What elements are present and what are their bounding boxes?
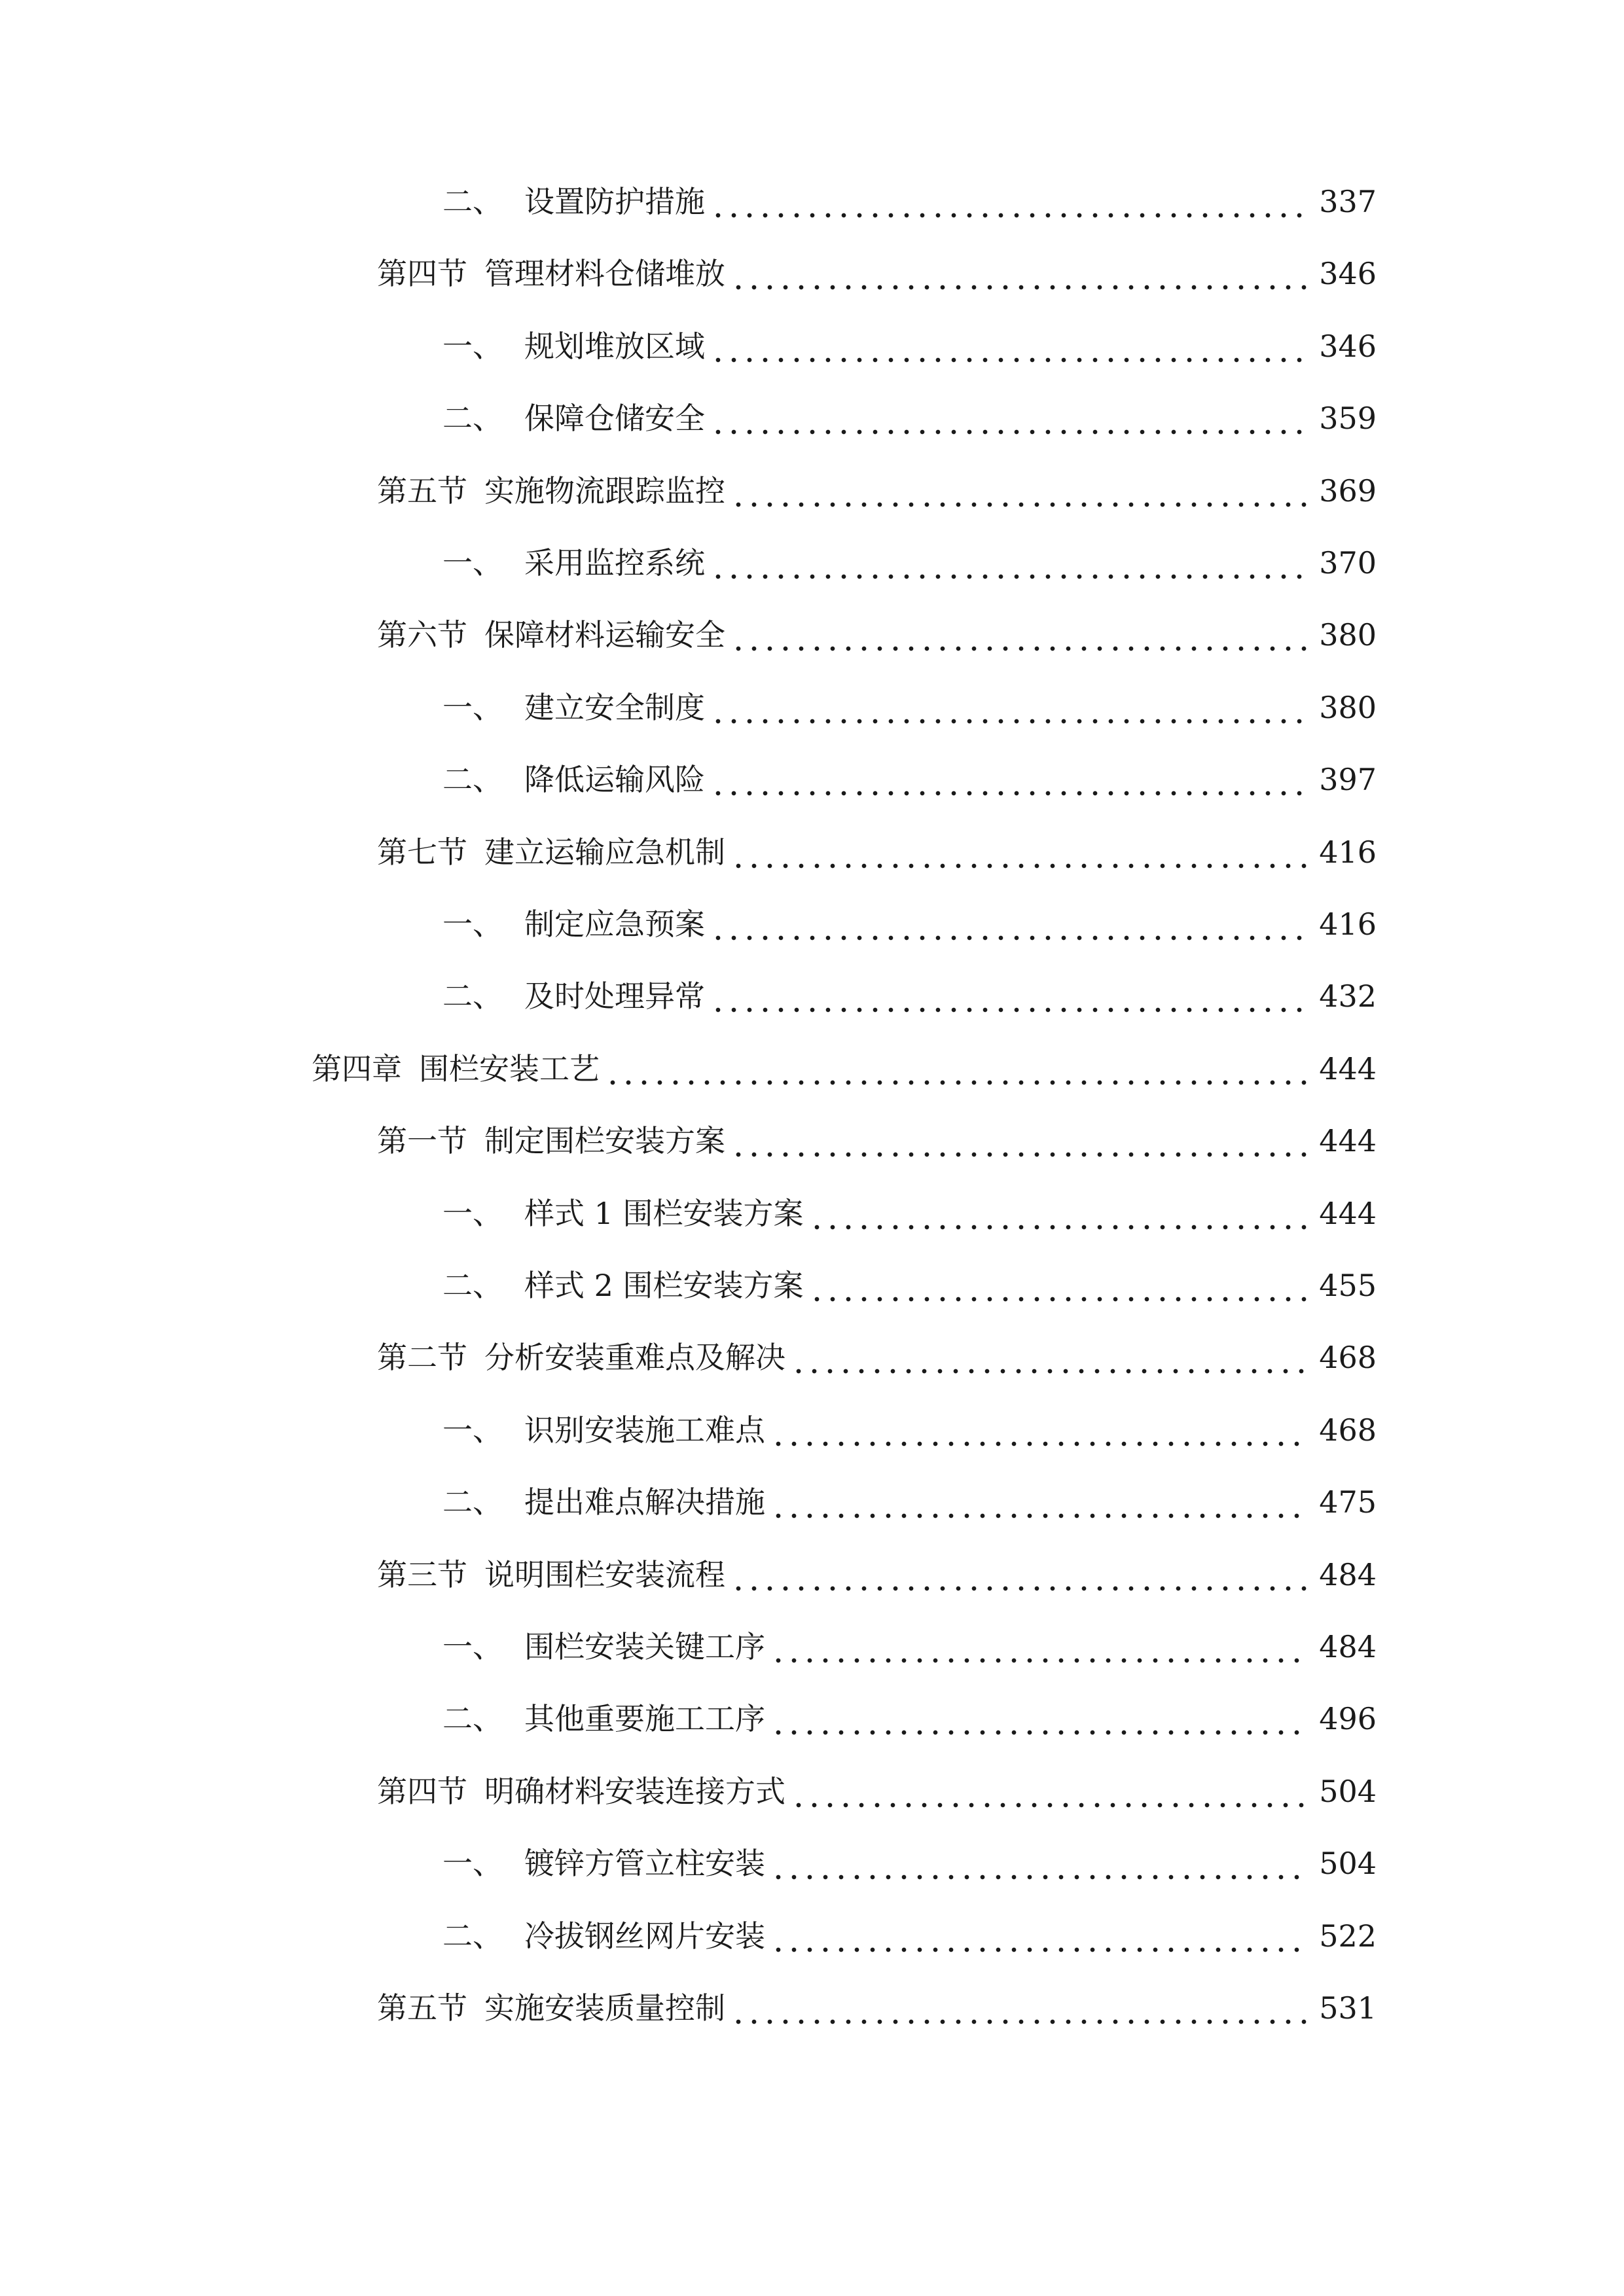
- toc-page-number: 468: [1319, 1340, 1377, 1376]
- toc-entry-label: [377, 465, 725, 517]
- dot-leader: [731, 1115, 1310, 1167]
- toc-section-entry[interactable]: [0, 826, 1377, 878]
- toc-chapter-entry[interactable]: [0, 1043, 1377, 1095]
- toc-item-entry[interactable]: [0, 681, 1377, 734]
- toc-entry-number: 二、: [442, 978, 503, 1014]
- toc-entry-number: 一、: [442, 689, 503, 725]
- toc-page-number: 475: [1319, 1484, 1377, 1520]
- toc-entry-label: [442, 1404, 765, 1456]
- toc-page-number: 444: [1319, 1050, 1377, 1086]
- toc-page-number: 444: [1319, 1195, 1377, 1231]
- toc-entry-label: [377, 1765, 785, 1818]
- toc-entry-label: [442, 1476, 765, 1528]
- toc-entry-title: 识别安装施工难点: [524, 1412, 765, 1448]
- toc-item-entry[interactable]: [0, 898, 1377, 950]
- toc-entry-label: [442, 1910, 765, 1962]
- toc-entry-title: 冷拔钢丝网片安装: [524, 1918, 765, 1954]
- toc-entry-number: 第四节: [377, 1773, 467, 1809]
- toc-entry-title: 规划堆放区域: [524, 328, 705, 364]
- toc-entry-label: [377, 1549, 725, 1601]
- toc-page-number: 346: [1319, 328, 1377, 364]
- toc-entry-label: [442, 1621, 765, 1673]
- toc-entry-label: [442, 392, 705, 444]
- toc-entry-number: 第四章: [312, 1050, 402, 1086]
- toc-entry-title: 采用监控系统: [524, 545, 705, 581]
- toc-section-entry[interactable]: [0, 1765, 1377, 1818]
- dot-leader: [731, 826, 1310, 878]
- toc-entry-label: [377, 1115, 725, 1167]
- toc-entry-number: 第一节: [377, 1123, 467, 1159]
- dot-leader: [710, 681, 1310, 734]
- toc-entry-title: 管理材料仓储堆放: [484, 256, 725, 292]
- toc-page-number: 504: [1319, 1773, 1377, 1809]
- toc-entry-title: 建立运输应急机制: [484, 834, 725, 870]
- toc-page-number: 484: [1319, 1556, 1377, 1592]
- toc-item-entry[interactable]: [0, 1187, 1377, 1240]
- toc-entry-title: 保障材料运输安全: [484, 617, 725, 653]
- toc-entry-title: 镀锌方管立柱安装: [524, 1846, 765, 1882]
- toc-item-entry[interactable]: [0, 1259, 1377, 1312]
- dot-leader: [731, 465, 1310, 517]
- toc-page-number: 346: [1319, 256, 1377, 292]
- toc-entry-title: 建立安全制度: [524, 689, 705, 725]
- dot-leader: [731, 247, 1310, 300]
- dot-leader: [791, 1331, 1310, 1384]
- toc-entry-title: 实施物流跟踪监控: [484, 473, 725, 509]
- toc-entry-number: 二、: [442, 762, 503, 798]
- toc-entry-label: [442, 1693, 765, 1745]
- toc-entry-number: 第五节: [377, 1990, 467, 2026]
- toc-page-number: 432: [1319, 978, 1377, 1014]
- toc-entry-label: [442, 970, 705, 1022]
- toc-page-number: 337: [1319, 184, 1377, 219]
- dot-leader: [770, 1693, 1310, 1745]
- toc-entry-number: 一、: [442, 1412, 503, 1448]
- dot-leader: [731, 609, 1310, 661]
- toc-page-number: 455: [1319, 1268, 1377, 1303]
- toc-entry-number: 第六节: [377, 617, 467, 653]
- toc-entry-label: [442, 681, 705, 734]
- toc-item-entry[interactable]: [0, 537, 1377, 589]
- toc-entry-title: 设置防护措施: [524, 184, 705, 219]
- dot-leader: [710, 175, 1310, 228]
- toc-page-number: 369: [1319, 473, 1377, 509]
- toc-page-number: 416: [1319, 906, 1377, 942]
- toc-entry-title: 保障仓储安全: [524, 401, 705, 437]
- dot-leader: [731, 1549, 1310, 1601]
- toc-page-number: 397: [1319, 762, 1377, 798]
- toc-entry-label: [442, 1187, 804, 1240]
- toc-entry-number: 一、: [442, 1629, 503, 1664]
- toc-page-number: 496: [1319, 1701, 1377, 1737]
- toc-entry-title: 提出难点解决措施: [524, 1484, 765, 1520]
- toc-page-number: 416: [1319, 834, 1377, 870]
- toc-entry-number: 二、: [442, 1701, 503, 1737]
- toc-page-number: 370: [1319, 545, 1377, 581]
- toc-item-entry[interactable]: [0, 320, 1377, 372]
- dot-leader: [770, 1837, 1310, 1890]
- toc-entry-number: 二、: [442, 1918, 503, 1954]
- toc-item-entry[interactable]: [0, 1621, 1377, 1673]
- toc-entry-title: 其他重要施工工序: [524, 1701, 765, 1737]
- toc-entry-title: 围栏安装工艺: [419, 1050, 600, 1086]
- toc-entry-number: 第七节: [377, 834, 467, 870]
- toc-page-number: 380: [1319, 689, 1377, 725]
- dot-leader: [770, 1476, 1310, 1528]
- toc-item-entry[interactable]: [0, 1693, 1377, 1745]
- toc-entry-label: [377, 609, 725, 661]
- dot-leader: [605, 1043, 1310, 1095]
- toc-entry-number: 二、: [442, 1268, 503, 1303]
- dot-leader: [770, 1404, 1310, 1456]
- toc-item-entry[interactable]: [0, 753, 1377, 806]
- toc-entry-title: 分析安装重难点及解决: [484, 1340, 785, 1376]
- toc-entry-label: [442, 753, 705, 806]
- toc-item-entry[interactable]: [0, 1837, 1377, 1890]
- toc-entry-number: 一、: [442, 906, 503, 942]
- toc-page-number: 444: [1319, 1123, 1377, 1159]
- toc-entry-number: 第五节: [377, 473, 467, 509]
- toc-entry-label: [377, 826, 725, 878]
- toc-entry-label: [442, 175, 705, 228]
- dot-leader: [809, 1187, 1310, 1240]
- toc-item-entry[interactable]: [0, 175, 1377, 228]
- toc-entry-title: 制定应急预案: [524, 906, 705, 942]
- toc-item-entry[interactable]: [0, 392, 1377, 444]
- toc-section-entry[interactable]: [0, 1331, 1377, 1384]
- toc-entry-label: [442, 320, 705, 372]
- toc-entry-title: 样式 2 围栏安装方案: [524, 1268, 804, 1303]
- toc-item-entry[interactable]: [0, 1404, 1377, 1456]
- toc-entry-title: 及时处理异常: [524, 978, 705, 1014]
- toc-page-number: 484: [1319, 1629, 1377, 1664]
- toc-page-number: 468: [1319, 1412, 1377, 1448]
- toc-entry-label: [442, 1259, 804, 1312]
- toc-entry-title: 样式 1 围栏安装方案: [524, 1195, 804, 1231]
- toc-entry-title: 说明围栏安装流程: [484, 1556, 725, 1592]
- toc-entry-number: 一、: [442, 328, 503, 364]
- dot-leader: [809, 1259, 1310, 1312]
- dot-leader: [770, 1621, 1310, 1673]
- toc-entry-number: 第二节: [377, 1340, 467, 1376]
- toc-entry-title: 实施安装质量控制: [484, 1990, 725, 2026]
- toc-entry-title: 围栏安装关键工序: [524, 1629, 765, 1664]
- dot-leader: [770, 1910, 1310, 1962]
- toc-entry-label: [442, 1837, 765, 1890]
- toc-entry-title: 降低运输风险: [524, 762, 705, 798]
- toc-item-entry[interactable]: [0, 1910, 1377, 1962]
- toc-entry-number: 一、: [442, 1846, 503, 1882]
- toc-entry-title: 制定围栏安装方案: [484, 1123, 725, 1159]
- toc-entry-label: [312, 1043, 600, 1095]
- toc-section-entry[interactable]: [0, 247, 1377, 300]
- toc-entry-number: 二、: [442, 1484, 503, 1520]
- dot-leader: [791, 1765, 1310, 1818]
- toc-page-number: 380: [1319, 617, 1377, 653]
- toc-entry-label: [442, 537, 705, 589]
- toc-section-entry[interactable]: [0, 465, 1377, 517]
- toc-section-entry[interactable]: [0, 609, 1377, 661]
- toc-entry-number: 二、: [442, 401, 503, 437]
- toc-section-entry[interactable]: [0, 1982, 1377, 2034]
- dot-leader: [710, 320, 1310, 372]
- dot-leader: [710, 898, 1310, 950]
- toc-page-number: 531: [1319, 1990, 1377, 2026]
- toc-entry-title: 明确材料安装连接方式: [484, 1773, 785, 1809]
- dot-leader: [731, 1982, 1310, 2034]
- toc-page-number: 359: [1319, 401, 1377, 437]
- toc-item-entry[interactable]: [0, 1476, 1377, 1528]
- dot-leader: [710, 537, 1310, 589]
- toc-section-entry[interactable]: [0, 1549, 1377, 1601]
- toc-page-number: 522: [1319, 1918, 1377, 1954]
- toc-item-entry[interactable]: [0, 970, 1377, 1022]
- toc-entry-number: 二、: [442, 184, 503, 219]
- toc-entry-number: 第四节: [377, 256, 467, 292]
- toc-entry-number: 一、: [442, 545, 503, 581]
- toc-entry-number: 一、: [442, 1195, 503, 1231]
- dot-leader: [710, 392, 1310, 444]
- toc-entry-label: [442, 898, 705, 950]
- toc-entry-label: [377, 1982, 725, 2034]
- toc-section-entry[interactable]: [0, 1115, 1377, 1167]
- toc-entry-number: 第三节: [377, 1556, 467, 1592]
- dot-leader: [710, 753, 1310, 806]
- toc-page-number: 504: [1319, 1846, 1377, 1882]
- toc-entry-label: [377, 247, 725, 300]
- toc-entry-label: [377, 1331, 785, 1384]
- dot-leader: [710, 970, 1310, 1022]
